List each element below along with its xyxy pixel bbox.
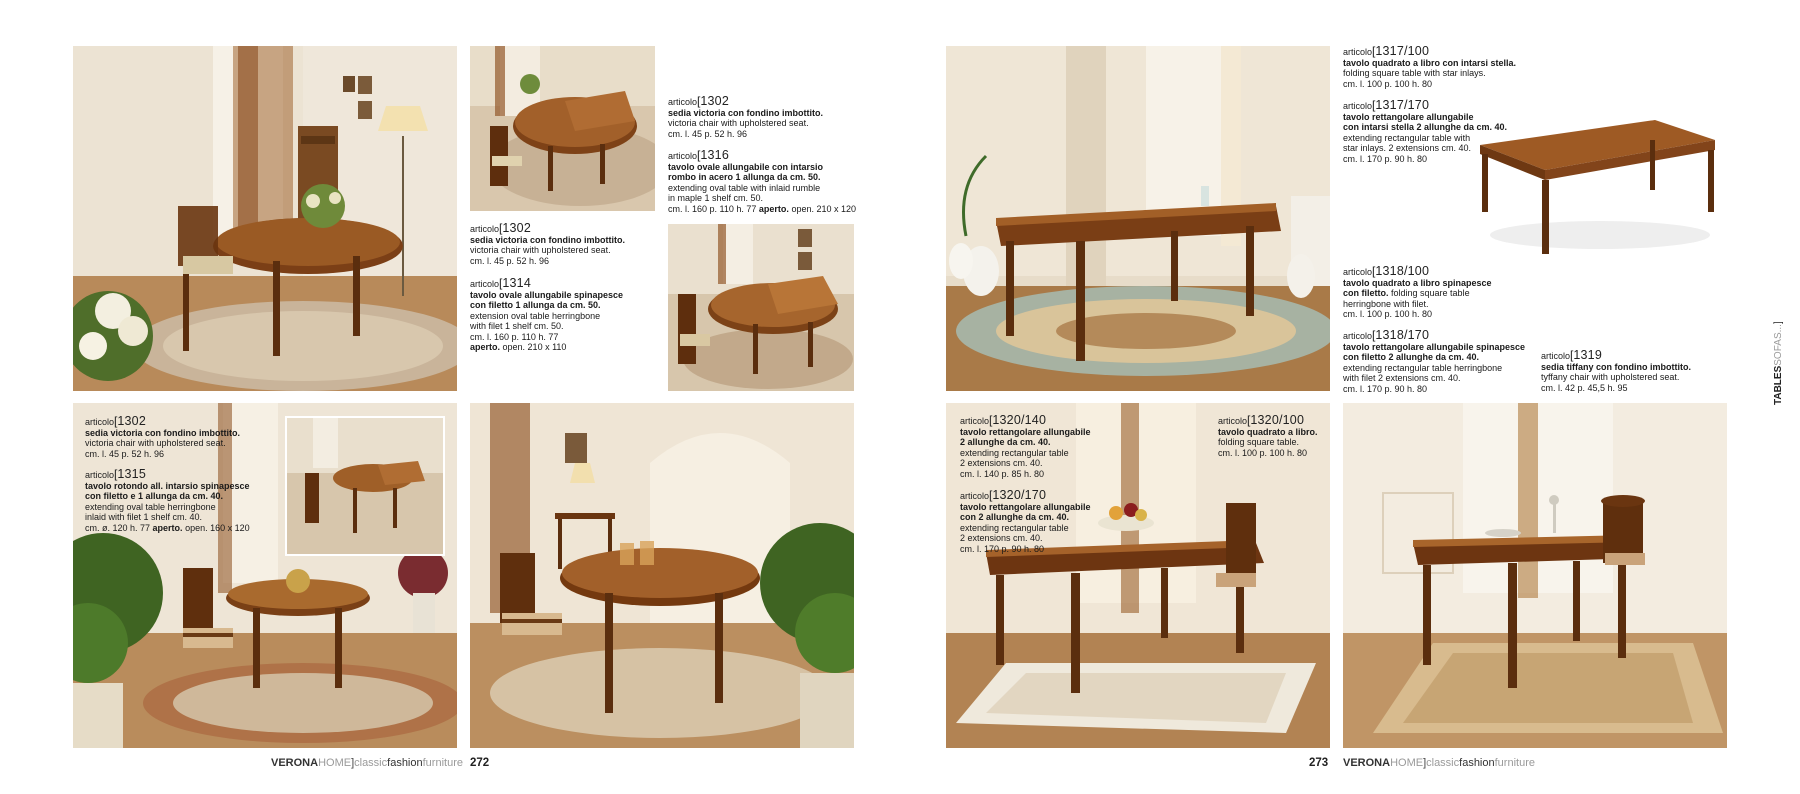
- article-title-en: extending rectangular table: [960, 447, 1069, 458]
- article-1302-chair-3: [85, 416, 240, 459]
- article-1315-round-table: [85, 469, 250, 533]
- article-1319-tiffany-chair: [1541, 350, 1691, 393]
- article-1320-100-square-table: [1218, 415, 1318, 458]
- article-dims: cm. l. 45 p. 52 h. 96: [470, 255, 550, 266]
- article-1314-oval-table: [470, 278, 623, 353]
- article-1302-chair-2: [470, 223, 625, 266]
- left-footer-brand: VERONAHOME]classicfashionfurniture: [271, 757, 463, 769]
- article-title-it: con filetto 2 allunghe da cm. 40.: [1343, 352, 1480, 362]
- photo-oval-table-extended: [470, 46, 655, 211]
- article-title-it: tavolo quadrato a libro.: [1218, 426, 1318, 437]
- article-code: articolo[1316: [668, 148, 729, 162]
- right-footer-brand: VERONAHOME]classicfashionfurniture: [1343, 757, 1535, 769]
- article-code: articolo[1318/170: [1343, 328, 1430, 342]
- article-dims: cm. l. 42 p. 45,5 h. 95: [1541, 382, 1628, 393]
- article-title-en: folding square table.: [1218, 437, 1300, 447]
- article-dims: cm. l. 170 p. 90 h. 80: [1343, 153, 1428, 164]
- article-title-en: star inlays. 2 extensions cm. 40.: [1343, 143, 1472, 153]
- article-title-it: con intarsi stella 2 allunghe da cm. 40.: [1343, 122, 1508, 132]
- article-title-en: 2 extensions cm. 40.: [960, 458, 1043, 468]
- article-title-en: extending oval table with inlaid rumble: [668, 182, 821, 193]
- article-title-en: with filet 1 shelf cm. 50.: [470, 321, 564, 331]
- photo-rect-table-cutout: [1470, 110, 1720, 260]
- article-title-en: with filet 2 extensions cm. 40.: [1343, 373, 1461, 383]
- article-code: articolo[1320/140: [960, 413, 1047, 427]
- article-title-en: folding square table with star inlays.: [1343, 68, 1486, 78]
- article-code: articolo[1302: [85, 414, 146, 428]
- article-dims: cm. l. 100 p. 100 h. 80: [1343, 309, 1433, 319]
- article-dims: cm. ø. 120 h. 77 aperto. open. 160 x 120: [85, 522, 250, 533]
- article-code: articolo[1319: [1541, 348, 1602, 362]
- article-dims: cm. l. 170 p. 90 h. 80: [1343, 383, 1428, 394]
- article-title-it: tavolo quadrato a libro con intarsi stella.: [1343, 57, 1517, 68]
- article-dims: cm. l. 45 p. 52 h. 96: [668, 128, 748, 139]
- article-title-en: extending rectangular table herringbone: [1343, 362, 1503, 373]
- article-title-en: in maple 1 shelf cm. 50.: [668, 193, 764, 203]
- article-1316-oval-table: [668, 150, 856, 214]
- article-title-it: con filetto e 1 allunga da cm. 40.: [85, 491, 224, 501]
- article-code: articolo[1320/170: [960, 488, 1047, 502]
- article-dims: cm. l. 100 p. 100 h. 80: [1343, 78, 1433, 89]
- article-title-it: tavolo rettangolare allungabile: [960, 426, 1091, 437]
- right-page-number: 273: [1309, 757, 1329, 769]
- article-dims: cm. l. 100 p. 100 h. 80: [1218, 447, 1308, 458]
- article-code: articolo[1302: [668, 94, 729, 108]
- article-title-it: con 2 allunghe da cm. 40.: [960, 512, 1070, 522]
- photo-oval-table-room: [73, 46, 457, 391]
- left-page-number: 272: [470, 757, 490, 769]
- article-dims: cm. l. 160 p. 110 h. 77 aperto. open. 210 x 120: [668, 203, 856, 214]
- article-code: articolo[1314: [470, 276, 531, 290]
- article-title-it: tavolo rettangolare allungabile spinapesce: [1343, 341, 1526, 352]
- article-dims: cm. l. 160 p. 110 h. 77: [470, 331, 559, 342]
- article-title-en: extension oval table herringbone: [470, 310, 601, 321]
- article-title-en: extending rectangular table: [960, 522, 1069, 533]
- article-title-it: sedia tiffany con fondino imbottito.: [1541, 361, 1691, 372]
- article-title-it: tavolo ovale allungabile spinapesce: [470, 289, 624, 300]
- article-title-en: extending oval table herringbone: [85, 501, 216, 512]
- article-code: articolo[1315: [85, 467, 146, 481]
- article-dims: cm. l. 140 p. 85 h. 80: [960, 468, 1045, 479]
- article-title-it: rombo in acero 1 allunga da cm. 50.: [668, 172, 821, 182]
- article-title-mixed: con filetto. folding square table: [1343, 288, 1470, 298]
- article-code: articolo[1318/100: [1343, 264, 1430, 278]
- article-title-it: tavolo quadrato a libro spinapesce: [1343, 277, 1492, 288]
- article-title-en: 2 extensions cm. 40.: [960, 533, 1043, 543]
- article-title-it: tavolo ovale allungabile con intarsio: [668, 161, 824, 172]
- article-1317-100-square-table: [1343, 46, 1516, 89]
- article-code: articolo[1317/170: [1343, 98, 1430, 112]
- article-1302-chair: [668, 96, 823, 139]
- article-code: articolo[1317/100: [1343, 44, 1430, 58]
- article-1320-140-rect-table: [960, 415, 1091, 479]
- article-dims: cm. l. 45 p. 52 h. 96: [85, 448, 165, 459]
- article-title-it: tavolo rotondo all. intarsio spinapesce: [85, 480, 250, 491]
- article-1318-100-square-table: [1343, 266, 1492, 320]
- article-1320-170-rect-table: [960, 490, 1091, 554]
- article-dims-open: aperto. open. 210 x 110: [470, 342, 567, 352]
- side-section-label: TABLESSOFAS...]: [1773, 321, 1784, 405]
- article-1318-170-rect-table: [1343, 330, 1525, 394]
- article-1317-170-rect-table: [1343, 100, 1507, 164]
- article-title-it: sedia victoria con fondino imbottito.: [470, 234, 626, 245]
- article-title-en: victoria chair with upholstered seat.: [668, 118, 809, 128]
- photo-rect-table-star-inlay: [946, 46, 1330, 391]
- photo-oval-table-herringbone: [668, 224, 854, 391]
- article-code: articolo[1302: [470, 221, 531, 235]
- photo-oval-table-archway: [470, 403, 854, 748]
- article-title-en: inlaid with filet 1 shelf cm. 40.: [85, 512, 203, 522]
- article-title-it: sedia victoria con fondino imbottito.: [668, 107, 824, 118]
- photo-square-table-room: [1343, 403, 1727, 748]
- article-title-en: herringbone with filet.: [1343, 298, 1429, 309]
- article-title-it: 2 allunghe da cm. 40.: [960, 437, 1051, 447]
- article-title-en: victoria chair with upholstered seat.: [85, 438, 226, 448]
- article-code: articolo[1320/100: [1218, 413, 1305, 427]
- article-title-it: con filetto 1 allunga da cm. 50.: [470, 300, 601, 310]
- article-title-it: tavolo rettangolare allungabile: [1343, 111, 1474, 122]
- article-title-en: extending rectangular table with: [1343, 132, 1471, 143]
- article-title-it: tavolo rettangolare allungabile: [960, 501, 1091, 512]
- article-dims: cm. l. 170 p. 90 h. 80: [960, 543, 1045, 554]
- article-title-en: tyffany chair with upholstered seat.: [1541, 372, 1680, 382]
- article-title-it: sedia victoria con fondino imbottito.: [85, 427, 241, 438]
- article-title-en: victoria chair with upholstered seat.: [470, 245, 611, 255]
